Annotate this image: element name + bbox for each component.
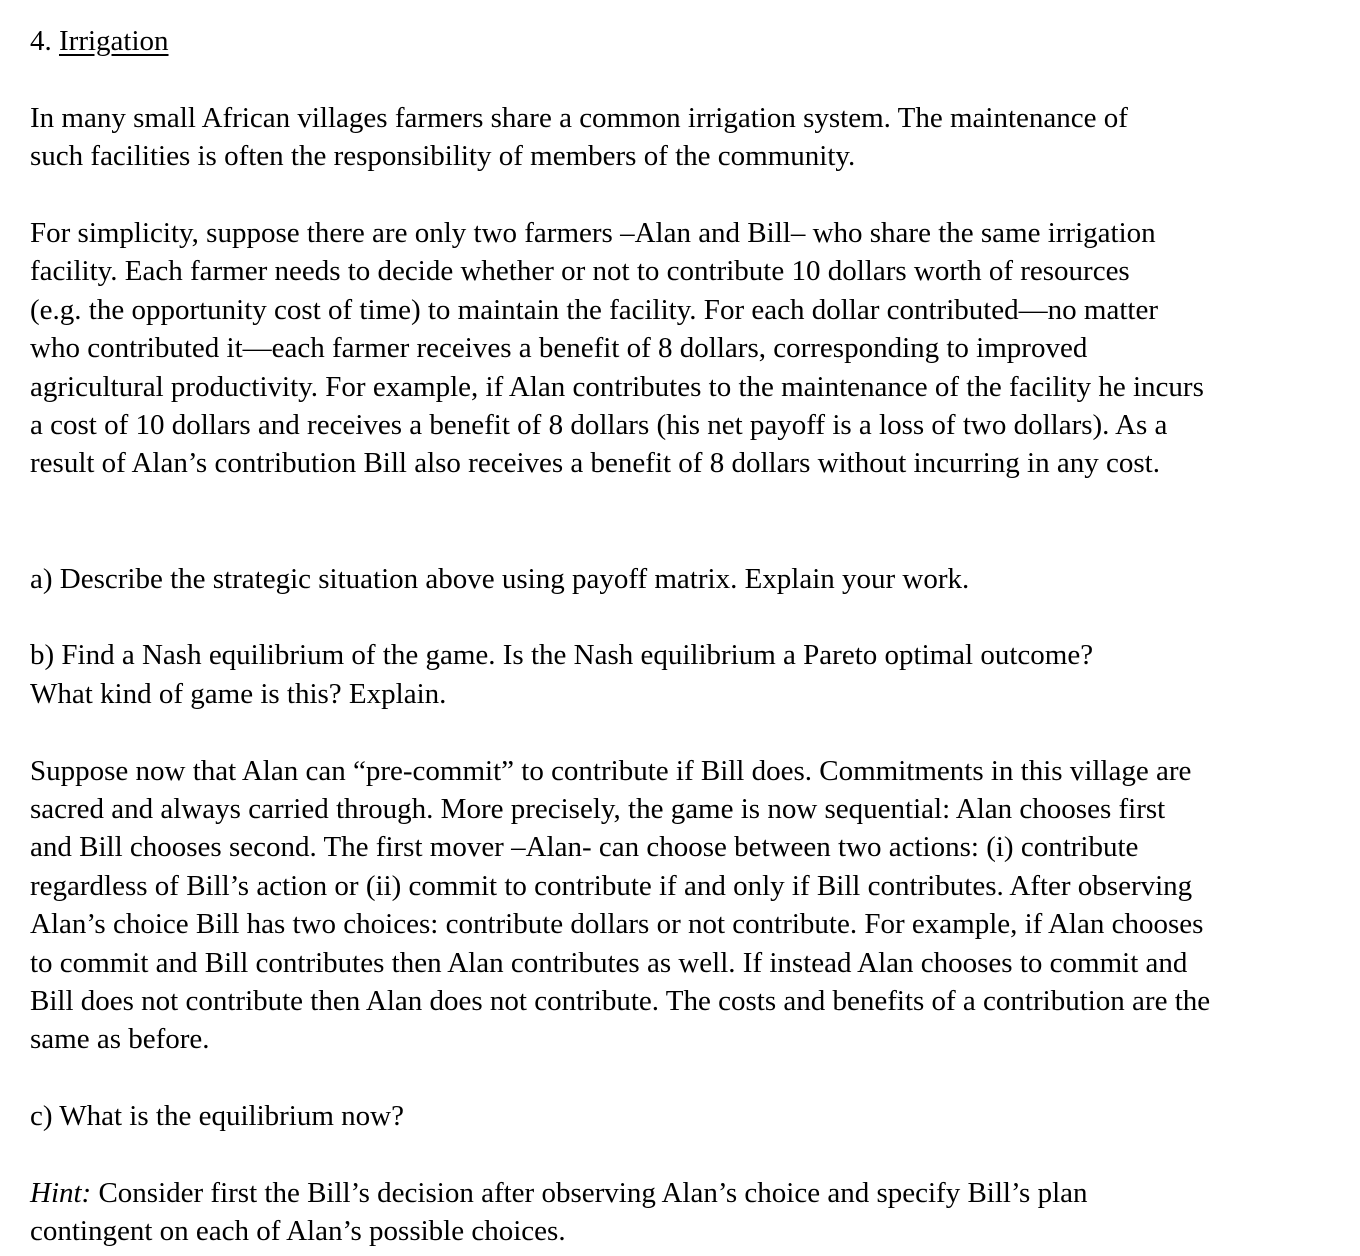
hint-first-line xyxy=(30,1174,1340,1212)
sequential-line: same as before. xyxy=(30,1023,210,1056)
intro-line: In many small African villages farmers share a common irrigation system. The maintenance of xyxy=(30,101,1128,134)
setup-paragraph xyxy=(30,214,1340,483)
question-b-line: b) Find a Nash equilibrium of the game. Is the Nash equilibrium a Pareto optimal outcome? xyxy=(30,639,1094,672)
intro-line: such facilities is often the responsibility of members of the community. xyxy=(30,140,856,173)
question-b-line: What kind of game is this? Explain. xyxy=(30,677,447,710)
intro-paragraph xyxy=(30,99,1340,176)
sequential-line: to commit and Bill contributes then Alan contributes as well. If instead Alan chooses to commit and xyxy=(30,946,1188,979)
sequential-line: Alan’s choice Bill has two choices: contribute dollars or not contribute. For example, if Alan chooses xyxy=(30,908,1204,941)
sequential-line: Bill does not contribute then Alan does not contribute. The costs and benefits of a contribution are the xyxy=(30,985,1211,1018)
hint-paragraph xyxy=(30,1174,1340,1251)
setup-line: (e.g. the opportunity cost of time) to maintain the facility. For each dollar contributed—no matter xyxy=(30,293,1158,326)
hint-label: Hint: xyxy=(30,1177,92,1210)
sequential-line: sacred and always carried through. More precisely, the game is now sequential: Alan chooses first xyxy=(30,793,1166,826)
setup-line: result of Alan’s contribution Bill also receives a benefit of 8 dollars without incurring in any cost. xyxy=(30,447,1160,480)
hint-second-line: contingent on each of Alan’s possible choices. xyxy=(30,1215,566,1248)
question-c xyxy=(30,1097,1340,1135)
setup-line: who contributed it—each farmer receives a benefit of 8 dollars, corresponding to improved xyxy=(30,332,1088,365)
section-heading xyxy=(30,22,1340,60)
sequential-line: regardless of Bill’s action or (ii) commit to contribute if and only if Bill contributes. After observing xyxy=(30,869,1193,902)
sequential-paragraph xyxy=(30,752,1340,1059)
question-a-line: a) Describe the strategic situation above using payoff matrix. Explain your work. xyxy=(30,562,970,595)
setup-line: a cost of 10 dollars and receives a benefit of 8 dollars (his net payoff is a loss of two dollars). As a xyxy=(30,409,1168,442)
question-a xyxy=(30,560,1340,598)
sequential-line: Suppose now that Alan can “pre-commit” to contribute if Bill does. Commitments in this village are xyxy=(30,754,1192,787)
setup-line: For simplicity, suppose there are only two farmers –Alan and Bill– who share the same irrigation xyxy=(30,217,1156,249)
section-title: Irrigation xyxy=(59,25,169,57)
section-number: 4. xyxy=(30,25,52,57)
setup-line: agricultural productivity. For example, if Alan contributes to the maintenance of the facility he incurs xyxy=(30,370,1204,403)
document-page xyxy=(30,22,1340,1251)
question-b xyxy=(30,636,1340,713)
sequential-line: and Bill chooses second. The first mover –Alan- can choose between two actions: (i) contribute xyxy=(30,831,1139,864)
question-c-line: c) What is the equilibrium now? xyxy=(30,1100,404,1133)
setup-line: facility. Each farmer needs to decide whether or not to contribute 10 dollars worth of resources xyxy=(30,255,1130,288)
hint-text: Consider first the Bill’s decision after observing Alan’s choice and specify Bill’s plan xyxy=(91,1177,1088,1210)
